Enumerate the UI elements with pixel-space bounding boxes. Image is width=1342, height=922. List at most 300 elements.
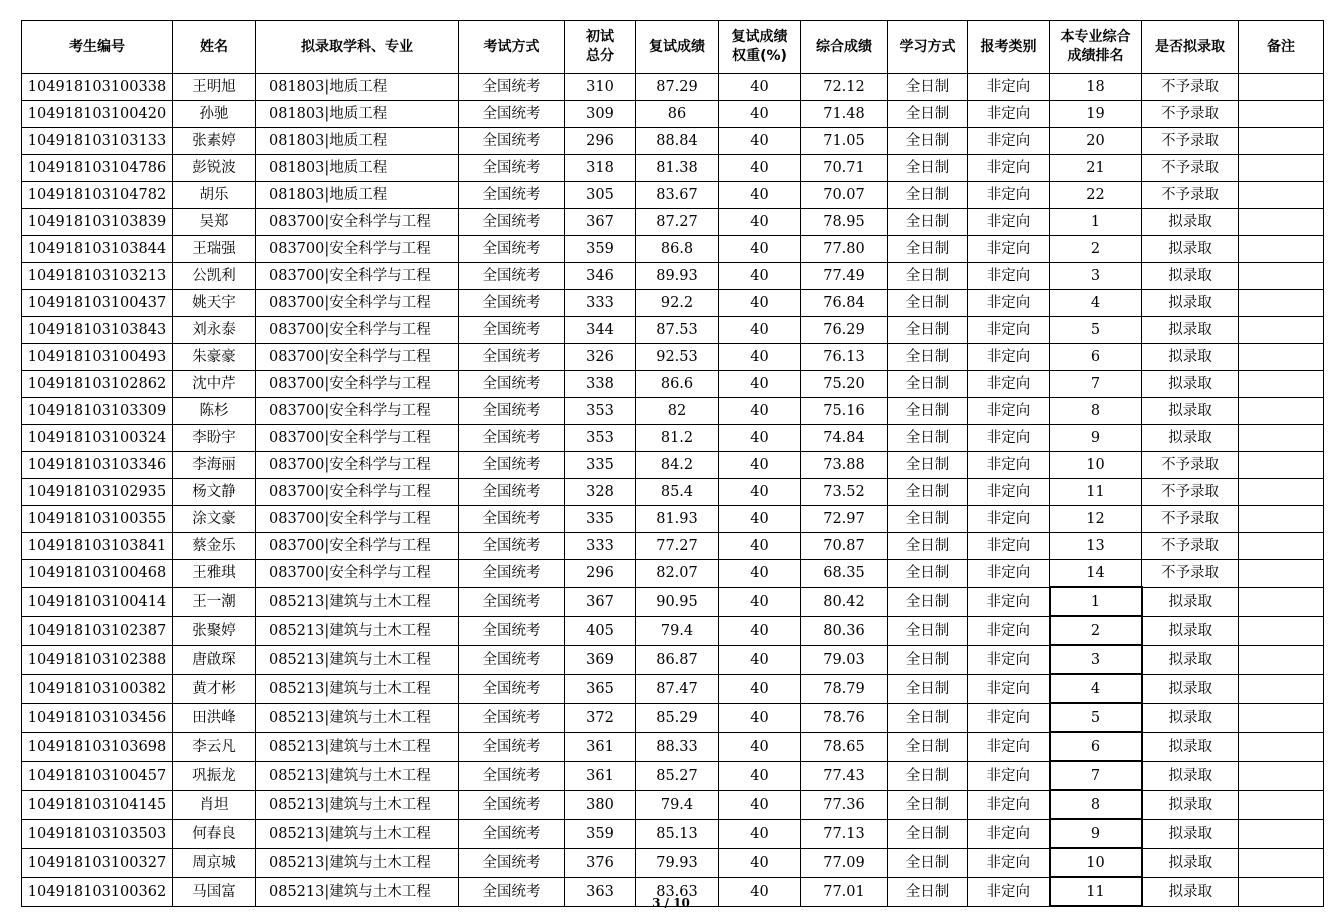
category-cell: 非定向 xyxy=(968,479,1050,506)
remark-cell xyxy=(1239,182,1324,209)
study-mode-cell: 全日制 xyxy=(888,128,968,155)
admission-status-cell: 拟录取 xyxy=(1142,344,1239,371)
admission-status-cell: 不予录取 xyxy=(1142,74,1239,101)
table-row xyxy=(22,732,1324,761)
table-row xyxy=(22,616,1324,645)
category-cell: 非定向 xyxy=(968,209,1050,236)
name-cell: 张素婷 xyxy=(173,128,256,155)
initial-score-cell: 353 xyxy=(565,398,636,425)
retest-score-cell: 92.2 xyxy=(636,290,719,317)
remark-cell xyxy=(1239,263,1324,290)
retest-weight-cell: 40 xyxy=(719,263,801,290)
major-cell: 083700|安全科学与工程 xyxy=(256,290,459,317)
total-score-cell: 76.13 xyxy=(801,344,888,371)
category-cell: 非定向 xyxy=(968,452,1050,479)
name-cell: 杨文静 xyxy=(173,479,256,506)
name-cell: 蔡金乐 xyxy=(173,533,256,560)
name-cell: 唐啟琛 xyxy=(173,645,256,674)
retest-weight-cell: 40 xyxy=(719,479,801,506)
major-cell: 085213|建筑与土木工程 xyxy=(256,674,459,703)
retest-score-cell: 77.27 xyxy=(636,533,719,560)
initial-score-cell: 335 xyxy=(565,506,636,533)
header-cell: 初试 总分 xyxy=(565,21,636,74)
study-mode-cell: 全日制 xyxy=(888,732,968,761)
retest-score-cell: 83.63 xyxy=(636,877,719,906)
retest-score-cell: 85.27 xyxy=(636,761,719,790)
retest-weight-cell: 40 xyxy=(719,371,801,398)
header-cell: 复试成绩 xyxy=(636,21,719,74)
table-row xyxy=(22,128,1324,155)
category-cell: 非定向 xyxy=(968,128,1050,155)
name-cell: 田洪峰 xyxy=(173,703,256,732)
table-row xyxy=(22,425,1324,452)
total-score-cell: 77.36 xyxy=(801,790,888,819)
name-cell: 彭锐波 xyxy=(173,155,256,182)
name-cell: 李云凡 xyxy=(173,732,256,761)
initial-score-cell: 380 xyxy=(565,790,636,819)
exam-type-cell: 全国统考 xyxy=(459,317,565,344)
remark-cell xyxy=(1239,506,1324,533)
study-mode-cell: 全日制 xyxy=(888,819,968,848)
category-cell: 非定向 xyxy=(968,790,1050,819)
name-cell: 刘永泰 xyxy=(173,317,256,344)
retest-weight-cell: 40 xyxy=(719,425,801,452)
retest-weight-cell: 40 xyxy=(719,209,801,236)
name-cell: 朱豪豪 xyxy=(173,344,256,371)
candidate-id-cell: 104918103100327 xyxy=(22,848,173,877)
exam-type-cell: 全国统考 xyxy=(459,560,565,588)
initial-score-cell: 365 xyxy=(565,674,636,703)
table-row xyxy=(22,74,1324,101)
initial-score-cell: 346 xyxy=(565,263,636,290)
table-header-row xyxy=(22,21,1324,74)
remark-cell xyxy=(1239,128,1324,155)
table-row xyxy=(22,236,1324,263)
candidate-id-cell: 104918103100420 xyxy=(22,101,173,128)
category-cell: 非定向 xyxy=(968,263,1050,290)
remark-cell xyxy=(1239,703,1324,732)
admission-status-cell: 拟录取 xyxy=(1142,425,1239,452)
study-mode-cell: 全日制 xyxy=(888,560,968,588)
study-mode-cell: 全日制 xyxy=(888,645,968,674)
retest-weight-cell: 40 xyxy=(719,645,801,674)
admission-status-cell: 不予录取 xyxy=(1142,182,1239,209)
admission-status-cell: 拟录取 xyxy=(1142,398,1239,425)
admission-status-cell: 拟录取 xyxy=(1142,209,1239,236)
study-mode-cell: 全日制 xyxy=(888,317,968,344)
total-score-cell: 78.79 xyxy=(801,674,888,703)
exam-type-cell: 全国统考 xyxy=(459,236,565,263)
name-cell: 王雅琪 xyxy=(173,560,256,588)
retest-score-cell: 81.2 xyxy=(636,425,719,452)
candidate-id-cell: 104918103100457 xyxy=(22,761,173,790)
total-score-cell: 78.76 xyxy=(801,703,888,732)
major-cell: 085213|建筑与土木工程 xyxy=(256,877,459,906)
study-mode-cell: 全日制 xyxy=(888,236,968,263)
page-number: 3 / 10 xyxy=(652,896,690,910)
rank-cell: 3 xyxy=(1050,645,1142,674)
exam-type-cell: 全国统考 xyxy=(459,452,565,479)
admission-status-cell: 拟录取 xyxy=(1142,732,1239,761)
retest-weight-cell: 40 xyxy=(719,344,801,371)
retest-score-cell: 88.84 xyxy=(636,128,719,155)
major-cell: 085213|建筑与土木工程 xyxy=(256,732,459,761)
rank-cell: 7 xyxy=(1050,761,1142,790)
total-score-cell: 77.80 xyxy=(801,236,888,263)
candidate-id-cell: 104918103103503 xyxy=(22,819,173,848)
retest-weight-cell: 40 xyxy=(719,101,801,128)
retest-score-cell: 85.13 xyxy=(636,819,719,848)
study-mode-cell: 全日制 xyxy=(888,155,968,182)
exam-type-cell: 全国统考 xyxy=(459,616,565,645)
retest-score-cell: 83.67 xyxy=(636,182,719,209)
exam-type-cell: 全国统考 xyxy=(459,263,565,290)
header-cell: 备注 xyxy=(1239,21,1324,74)
total-score-cell: 71.05 xyxy=(801,128,888,155)
admission-status-cell: 拟录取 xyxy=(1142,877,1239,906)
candidate-id-cell: 104918103100468 xyxy=(22,560,173,588)
study-mode-cell: 全日制 xyxy=(888,877,968,906)
retest-score-cell: 92.53 xyxy=(636,344,719,371)
rank-cell: 9 xyxy=(1050,425,1142,452)
candidate-id-cell: 104918103102935 xyxy=(22,479,173,506)
retest-weight-cell: 40 xyxy=(719,182,801,209)
study-mode-cell: 全日制 xyxy=(888,533,968,560)
retest-weight-cell: 40 xyxy=(719,587,801,616)
table-row xyxy=(22,398,1324,425)
table-row xyxy=(22,790,1324,819)
study-mode-cell: 全日制 xyxy=(888,674,968,703)
retest-score-cell: 81.38 xyxy=(636,155,719,182)
study-mode-cell: 全日制 xyxy=(888,74,968,101)
rank-cell: 1 xyxy=(1050,209,1142,236)
category-cell: 非定向 xyxy=(968,425,1050,452)
major-cell: 081803|地质工程 xyxy=(256,128,459,155)
initial-score-cell: 359 xyxy=(565,819,636,848)
study-mode-cell: 全日制 xyxy=(888,790,968,819)
name-cell: 王一潮 xyxy=(173,587,256,616)
major-cell: 083700|安全科学与工程 xyxy=(256,317,459,344)
category-cell: 非定向 xyxy=(968,674,1050,703)
name-cell: 公凯利 xyxy=(173,263,256,290)
table-row xyxy=(22,819,1324,848)
remark-cell xyxy=(1239,645,1324,674)
retest-score-cell: 88.33 xyxy=(636,732,719,761)
initial-score-cell: 376 xyxy=(565,848,636,877)
admission-status-cell: 不予录取 xyxy=(1142,452,1239,479)
exam-type-cell: 全国统考 xyxy=(459,587,565,616)
rank-cell: 13 xyxy=(1050,533,1142,560)
major-cell: 085213|建筑与土木工程 xyxy=(256,790,459,819)
initial-score-cell: 328 xyxy=(565,479,636,506)
table-row xyxy=(22,674,1324,703)
retest-score-cell: 86 xyxy=(636,101,719,128)
major-cell: 085213|建筑与土木工程 xyxy=(256,761,459,790)
total-score-cell: 77.43 xyxy=(801,761,888,790)
retest-score-cell: 85.4 xyxy=(636,479,719,506)
table-row xyxy=(22,506,1324,533)
remark-cell xyxy=(1239,398,1324,425)
initial-score-cell: 335 xyxy=(565,452,636,479)
retest-score-cell: 87.27 xyxy=(636,209,719,236)
study-mode-cell: 全日制 xyxy=(888,398,968,425)
exam-type-cell: 全国统考 xyxy=(459,101,565,128)
admission-status-cell: 拟录取 xyxy=(1142,674,1239,703)
major-cell: 083700|安全科学与工程 xyxy=(256,425,459,452)
retest-weight-cell: 40 xyxy=(719,317,801,344)
remark-cell xyxy=(1239,848,1324,877)
name-cell: 巩振龙 xyxy=(173,761,256,790)
remark-cell xyxy=(1239,790,1324,819)
major-cell: 081803|地质工程 xyxy=(256,74,459,101)
admission-status-cell: 不予录取 xyxy=(1142,101,1239,128)
admission-status-cell: 拟录取 xyxy=(1142,761,1239,790)
major-cell: 083700|安全科学与工程 xyxy=(256,479,459,506)
major-cell: 081803|地质工程 xyxy=(256,155,459,182)
admission-status-cell: 不予录取 xyxy=(1142,128,1239,155)
retest-score-cell: 81.93 xyxy=(636,506,719,533)
name-cell: 肖坦 xyxy=(173,790,256,819)
initial-score-cell: 363 xyxy=(565,877,636,906)
retest-score-cell: 79.4 xyxy=(636,790,719,819)
initial-score-cell: 359 xyxy=(565,236,636,263)
admission-status-cell: 拟录取 xyxy=(1142,819,1239,848)
retest-weight-cell: 40 xyxy=(719,533,801,560)
rank-cell: 7 xyxy=(1050,371,1142,398)
table-row xyxy=(22,182,1324,209)
retest-score-cell: 79.93 xyxy=(636,848,719,877)
rank-cell: 4 xyxy=(1050,674,1142,703)
header-cell: 考生编号 xyxy=(22,21,173,74)
initial-score-cell: 353 xyxy=(565,425,636,452)
candidate-id-cell: 104918103104786 xyxy=(22,155,173,182)
remark-cell xyxy=(1239,479,1324,506)
candidate-id-cell: 104918103100382 xyxy=(22,674,173,703)
retest-weight-cell: 40 xyxy=(719,848,801,877)
candidate-id-cell: 104918103102862 xyxy=(22,371,173,398)
remark-cell xyxy=(1239,101,1324,128)
category-cell: 非定向 xyxy=(968,371,1050,398)
remark-cell xyxy=(1239,587,1324,616)
table-row xyxy=(22,263,1324,290)
major-cell: 083700|安全科学与工程 xyxy=(256,344,459,371)
remark-cell xyxy=(1239,344,1324,371)
study-mode-cell: 全日制 xyxy=(888,761,968,790)
major-cell: 085213|建筑与土木工程 xyxy=(256,819,459,848)
initial-score-cell: 333 xyxy=(565,290,636,317)
table-row xyxy=(22,452,1324,479)
table-row xyxy=(22,371,1324,398)
exam-type-cell: 全国统考 xyxy=(459,819,565,848)
candidate-id-cell: 104918103103133 xyxy=(22,128,173,155)
major-cell: 083700|安全科学与工程 xyxy=(256,452,459,479)
rank-cell: 19 xyxy=(1050,101,1142,128)
admission-status-cell: 拟录取 xyxy=(1142,645,1239,674)
major-cell: 083700|安全科学与工程 xyxy=(256,263,459,290)
header-cell: 姓名 xyxy=(173,21,256,74)
category-cell: 非定向 xyxy=(968,761,1050,790)
major-cell: 083700|安全科学与工程 xyxy=(256,560,459,588)
study-mode-cell: 全日制 xyxy=(888,452,968,479)
admission-status-cell: 拟录取 xyxy=(1142,290,1239,317)
category-cell: 非定向 xyxy=(968,74,1050,101)
candidate-id-cell: 104918103104782 xyxy=(22,182,173,209)
candidate-id-cell: 104918103100437 xyxy=(22,290,173,317)
remark-cell xyxy=(1239,533,1324,560)
total-score-cell: 73.52 xyxy=(801,479,888,506)
initial-score-cell: 338 xyxy=(565,371,636,398)
table-row xyxy=(22,317,1324,344)
rank-cell: 8 xyxy=(1050,398,1142,425)
candidate-id-cell: 104918103100362 xyxy=(22,877,173,906)
remark-cell xyxy=(1239,732,1324,761)
retest-score-cell: 85.29 xyxy=(636,703,719,732)
retest-weight-cell: 40 xyxy=(719,732,801,761)
name-cell: 周京城 xyxy=(173,848,256,877)
initial-score-cell: 372 xyxy=(565,703,636,732)
major-cell: 083700|安全科学与工程 xyxy=(256,371,459,398)
admission-status-cell: 拟录取 xyxy=(1142,848,1239,877)
remark-cell xyxy=(1239,761,1324,790)
table-row xyxy=(22,587,1324,616)
rank-cell: 14 xyxy=(1050,560,1142,588)
initial-score-cell: 344 xyxy=(565,317,636,344)
category-cell: 非定向 xyxy=(968,155,1050,182)
rank-cell: 11 xyxy=(1050,877,1142,906)
header-cell: 是否拟录取 xyxy=(1142,21,1239,74)
major-cell: 083700|安全科学与工程 xyxy=(256,533,459,560)
study-mode-cell: 全日制 xyxy=(888,290,968,317)
exam-type-cell: 全国统考 xyxy=(459,732,565,761)
major-cell: 085213|建筑与土木工程 xyxy=(256,703,459,732)
total-score-cell: 70.71 xyxy=(801,155,888,182)
retest-score-cell: 87.29 xyxy=(636,74,719,101)
total-score-cell: 79.03 xyxy=(801,645,888,674)
initial-score-cell: 367 xyxy=(565,209,636,236)
total-score-cell: 77.01 xyxy=(801,877,888,906)
exam-type-cell: 全国统考 xyxy=(459,703,565,732)
exam-type-cell: 全国统考 xyxy=(459,848,565,877)
name-cell: 何春良 xyxy=(173,819,256,848)
admission-status-cell: 不予录取 xyxy=(1142,506,1239,533)
category-cell: 非定向 xyxy=(968,645,1050,674)
table-row xyxy=(22,560,1324,588)
retest-score-cell: 86.87 xyxy=(636,645,719,674)
category-cell: 非定向 xyxy=(968,344,1050,371)
retest-weight-cell: 40 xyxy=(719,560,801,588)
name-cell: 张聚婷 xyxy=(173,616,256,645)
total-score-cell: 78.95 xyxy=(801,209,888,236)
exam-type-cell: 全国统考 xyxy=(459,674,565,703)
total-score-cell: 75.16 xyxy=(801,398,888,425)
study-mode-cell: 全日制 xyxy=(888,425,968,452)
exam-type-cell: 全国统考 xyxy=(459,74,565,101)
remark-cell xyxy=(1239,155,1324,182)
remark-cell xyxy=(1239,616,1324,645)
category-cell: 非定向 xyxy=(968,703,1050,732)
exam-type-cell: 全国统考 xyxy=(459,182,565,209)
initial-score-cell: 296 xyxy=(565,560,636,588)
retest-weight-cell: 40 xyxy=(719,819,801,848)
remark-cell xyxy=(1239,209,1324,236)
header-cell: 本专业综合 成绩排名 xyxy=(1050,21,1142,74)
initial-score-cell: 296 xyxy=(565,128,636,155)
retest-weight-cell: 40 xyxy=(719,128,801,155)
remark-cell xyxy=(1239,819,1324,848)
header-cell: 复试成绩 权重(%) xyxy=(719,21,801,74)
admission-status-cell: 拟录取 xyxy=(1142,587,1239,616)
table-row xyxy=(22,761,1324,790)
rank-cell: 10 xyxy=(1050,848,1142,877)
retest-weight-cell: 40 xyxy=(719,877,801,906)
exam-type-cell: 全国统考 xyxy=(459,290,565,317)
admission-status-cell: 不予录取 xyxy=(1142,479,1239,506)
major-cell: 083700|安全科学与工程 xyxy=(256,506,459,533)
initial-score-cell: 361 xyxy=(565,732,636,761)
initial-score-cell: 326 xyxy=(565,344,636,371)
candidate-id-cell: 104918103103456 xyxy=(22,703,173,732)
name-cell: 王瑞强 xyxy=(173,236,256,263)
remark-cell xyxy=(1239,674,1324,703)
name-cell: 李海丽 xyxy=(173,452,256,479)
retest-score-cell: 86.6 xyxy=(636,371,719,398)
remark-cell xyxy=(1239,74,1324,101)
total-score-cell: 77.49 xyxy=(801,263,888,290)
retest-score-cell: 82.07 xyxy=(636,560,719,588)
study-mode-cell: 全日制 xyxy=(888,101,968,128)
major-cell: 085213|建筑与土木工程 xyxy=(256,616,459,645)
category-cell: 非定向 xyxy=(968,290,1050,317)
retest-weight-cell: 40 xyxy=(719,761,801,790)
retest-score-cell: 87.53 xyxy=(636,317,719,344)
remark-cell xyxy=(1239,452,1324,479)
admission-status-cell: 拟录取 xyxy=(1142,703,1239,732)
candidate-id-cell: 104918103103844 xyxy=(22,236,173,263)
rank-cell: 20 xyxy=(1050,128,1142,155)
table-row xyxy=(22,703,1324,732)
remark-cell xyxy=(1239,290,1324,317)
total-score-cell: 73.88 xyxy=(801,452,888,479)
name-cell: 黄才彬 xyxy=(173,674,256,703)
candidate-id-cell: 104918103103346 xyxy=(22,452,173,479)
rank-cell: 12 xyxy=(1050,506,1142,533)
retest-weight-cell: 40 xyxy=(719,703,801,732)
study-mode-cell: 全日制 xyxy=(888,371,968,398)
initial-score-cell: 305 xyxy=(565,182,636,209)
remark-cell xyxy=(1239,425,1324,452)
study-mode-cell: 全日制 xyxy=(888,616,968,645)
candidate-id-cell: 104918103100355 xyxy=(22,506,173,533)
exam-type-cell: 全国统考 xyxy=(459,479,565,506)
exam-type-cell: 全国统考 xyxy=(459,209,565,236)
major-cell: 085213|建筑与土木工程 xyxy=(256,848,459,877)
category-cell: 非定向 xyxy=(968,848,1050,877)
initial-score-cell: 318 xyxy=(565,155,636,182)
category-cell: 非定向 xyxy=(968,182,1050,209)
retest-score-cell: 89.93 xyxy=(636,263,719,290)
table-row xyxy=(22,209,1324,236)
retest-weight-cell: 40 xyxy=(719,74,801,101)
candidate-id-cell: 104918103102388 xyxy=(22,645,173,674)
header-cell: 考试方式 xyxy=(459,21,565,74)
retest-weight-cell: 40 xyxy=(719,236,801,263)
table-row xyxy=(22,645,1324,674)
retest-score-cell: 86.8 xyxy=(636,236,719,263)
rank-cell: 18 xyxy=(1050,74,1142,101)
total-score-cell: 71.48 xyxy=(801,101,888,128)
name-cell: 马国富 xyxy=(173,877,256,906)
total-score-cell: 70.07 xyxy=(801,182,888,209)
